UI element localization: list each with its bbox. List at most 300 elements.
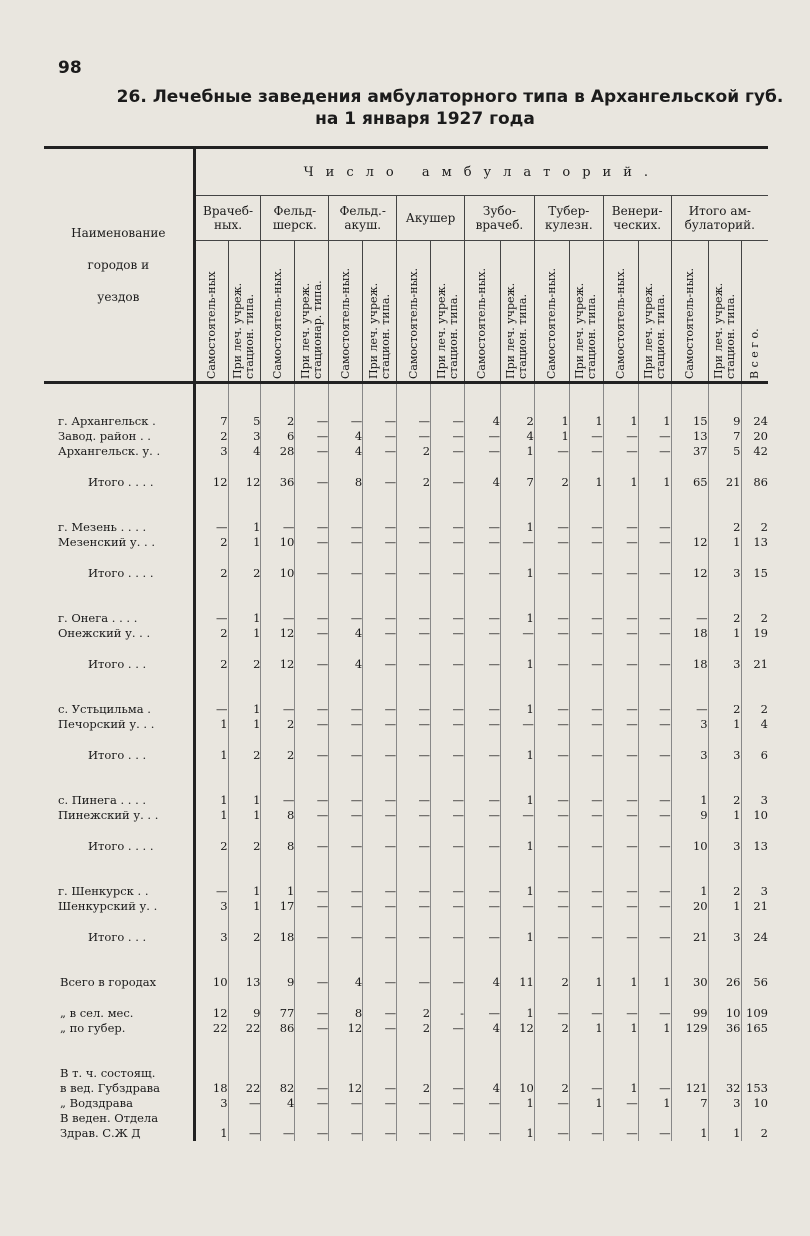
table-cell bbox=[295, 383, 329, 415]
table-cell bbox=[464, 1111, 500, 1126]
sub-column-header: Самостоятель-ных. bbox=[475, 267, 489, 379]
table-cell: — bbox=[295, 717, 329, 732]
table-cell: 15 bbox=[671, 414, 708, 429]
table-cell bbox=[569, 1111, 603, 1126]
table-cell: — bbox=[295, 566, 329, 581]
table-cell bbox=[329, 763, 363, 793]
table-cell bbox=[295, 823, 329, 839]
table-cell bbox=[708, 383, 741, 415]
table-cell: — bbox=[431, 626, 465, 641]
table-cell: — bbox=[397, 839, 431, 854]
table-cell: 21 bbox=[741, 657, 768, 672]
table-cell: — bbox=[464, 717, 500, 732]
table-cell: 13 bbox=[228, 975, 261, 990]
table-cell: — bbox=[638, 520, 671, 535]
row-label: Завод. район . . bbox=[44, 429, 194, 444]
table-cell: 1 bbox=[569, 414, 603, 429]
table-cell bbox=[397, 383, 431, 415]
table-cell: — bbox=[431, 1096, 465, 1111]
spacer-row bbox=[44, 383, 768, 415]
table-cell bbox=[261, 763, 295, 793]
table-cell: — bbox=[261, 1126, 295, 1141]
table-cell bbox=[603, 990, 638, 1006]
table-cell: — bbox=[431, 429, 465, 444]
row-label-cell bbox=[44, 914, 194, 930]
table-cell bbox=[741, 641, 768, 657]
table-cell: — bbox=[500, 717, 534, 732]
table-cell bbox=[194, 823, 228, 839]
table-cell: — bbox=[464, 1126, 500, 1141]
table-cell bbox=[295, 490, 329, 520]
table-cell: — bbox=[261, 793, 295, 808]
table-cell bbox=[228, 1111, 261, 1126]
table-cell: 1 bbox=[708, 717, 741, 732]
table-cell: 1 bbox=[500, 930, 534, 945]
table-cell bbox=[708, 1111, 741, 1126]
table-cell: — bbox=[464, 566, 500, 581]
table-cell: — bbox=[329, 930, 363, 945]
table-cell: — bbox=[569, 899, 603, 914]
spacer-row bbox=[44, 550, 768, 566]
table-cell: — bbox=[431, 793, 465, 808]
table-cell: — bbox=[569, 626, 603, 641]
table-cell: — bbox=[569, 1081, 603, 1096]
table-cell bbox=[569, 641, 603, 657]
table-cell: — bbox=[295, 429, 329, 444]
table-cell: 20 bbox=[741, 429, 768, 444]
table-cell: — bbox=[431, 702, 465, 717]
table-cell bbox=[638, 990, 671, 1006]
table-cell: — bbox=[431, 717, 465, 732]
table-cell bbox=[534, 672, 569, 702]
table-cell bbox=[228, 490, 261, 520]
table-cell bbox=[638, 459, 671, 475]
table-cell bbox=[671, 383, 708, 415]
spacer-row bbox=[44, 823, 768, 839]
group-header: Зубо-врачеб. bbox=[464, 196, 534, 241]
table-cell: — bbox=[431, 930, 465, 945]
table-cell: — bbox=[363, 1006, 397, 1021]
table-cell: — bbox=[464, 884, 500, 899]
table-cell bbox=[569, 990, 603, 1006]
table-cell bbox=[464, 1066, 500, 1081]
table-cell: 3 bbox=[194, 930, 228, 945]
table-cell: — bbox=[295, 1081, 329, 1096]
table-cell: 13 bbox=[741, 535, 768, 550]
table-cell: 1 bbox=[708, 1126, 741, 1141]
table-cell bbox=[431, 383, 465, 415]
table-cell: — bbox=[363, 717, 397, 732]
table-cell bbox=[708, 914, 741, 930]
table-cell: — bbox=[431, 657, 465, 672]
table-cell: — bbox=[603, 884, 638, 899]
table-cell bbox=[261, 383, 295, 415]
table-cell: 1 bbox=[500, 1126, 534, 1141]
table-cell: — bbox=[534, 1126, 569, 1141]
table-cell: 165 bbox=[741, 1021, 768, 1036]
table-cell bbox=[741, 550, 768, 566]
table-cell: — bbox=[431, 884, 465, 899]
table-cell: — bbox=[431, 1081, 465, 1096]
table-cell bbox=[329, 490, 363, 520]
sub-column-header: Самостоятель-ных. bbox=[270, 267, 284, 379]
table-cell: — bbox=[534, 535, 569, 550]
table-cell bbox=[569, 854, 603, 884]
table-cell: 2 bbox=[534, 975, 569, 990]
table-cell: — bbox=[397, 535, 431, 550]
table-cell: — bbox=[534, 1006, 569, 1021]
table-cell bbox=[295, 1111, 329, 1126]
table-cell bbox=[638, 641, 671, 657]
table-cell: — bbox=[363, 657, 397, 672]
table-cell bbox=[671, 550, 708, 566]
table-cell bbox=[569, 581, 603, 611]
table-cell bbox=[534, 1066, 569, 1081]
table-cell: — bbox=[329, 566, 363, 581]
table-cell bbox=[603, 1111, 638, 1126]
title-line-1: 26. Лечебные заведения амбулаторного типа в Архангельской губ. bbox=[116, 87, 784, 107]
table-cell: — bbox=[295, 611, 329, 626]
table-cell: 42 bbox=[741, 444, 768, 459]
table-cell: — bbox=[534, 748, 569, 763]
table-cell: — bbox=[603, 566, 638, 581]
table-cell bbox=[534, 1036, 569, 1066]
table-cell: — bbox=[194, 702, 228, 717]
table-cell bbox=[261, 990, 295, 1006]
sub-column-header: При леч. учреж. стацион. типа. bbox=[573, 282, 599, 379]
table-cell bbox=[569, 550, 603, 566]
table-cell bbox=[638, 1111, 671, 1126]
table-cell bbox=[228, 763, 261, 793]
table-cell: — bbox=[569, 702, 603, 717]
table-cell: 1 bbox=[500, 702, 534, 717]
table-cell: 1 bbox=[708, 899, 741, 914]
table-cell: 24 bbox=[741, 930, 768, 945]
row-label: Печорский у. . . bbox=[44, 717, 194, 732]
row-label: Всего в городах bbox=[44, 975, 194, 990]
table-cell: — bbox=[534, 899, 569, 914]
table-cell: 2 bbox=[397, 444, 431, 459]
row-label: Онежский у. . . bbox=[44, 626, 194, 641]
spacer-row bbox=[44, 732, 768, 748]
spacer-row bbox=[44, 854, 768, 884]
table-cell: 2 bbox=[261, 748, 295, 763]
table-cell bbox=[431, 914, 465, 930]
table-cell: 4 bbox=[329, 429, 363, 444]
table-cell bbox=[194, 1066, 228, 1081]
table-cell: 3 bbox=[228, 429, 261, 444]
table-cell: 3 bbox=[194, 444, 228, 459]
table-cell: 1 bbox=[500, 748, 534, 763]
table-cell: — bbox=[638, 808, 671, 823]
group-header: Тубер-кулезн. bbox=[534, 196, 603, 241]
table-cell bbox=[500, 550, 534, 566]
table-cell: — bbox=[431, 899, 465, 914]
table-cell: — bbox=[397, 975, 431, 990]
table-cell: — bbox=[431, 414, 465, 429]
row-label-cell bbox=[44, 383, 194, 415]
table-cell bbox=[464, 672, 500, 702]
table-cell: 153 bbox=[741, 1081, 768, 1096]
table-cell: — bbox=[431, 535, 465, 550]
table-cell: 10 bbox=[708, 1006, 741, 1021]
table-cell bbox=[228, 1036, 261, 1066]
table-cell: — bbox=[329, 520, 363, 535]
table-cell bbox=[464, 945, 500, 975]
table-cell bbox=[671, 490, 708, 520]
table-cell: 1 bbox=[228, 626, 261, 641]
table-row bbox=[44, 1021, 768, 1036]
table-cell: — bbox=[569, 535, 603, 550]
table-cell: 2 bbox=[194, 429, 228, 444]
table-cell bbox=[671, 763, 708, 793]
table-cell bbox=[534, 823, 569, 839]
table-cell bbox=[397, 490, 431, 520]
table-cell: 2 bbox=[228, 657, 261, 672]
table-cell: — bbox=[194, 884, 228, 899]
table-cell: 19 bbox=[741, 626, 768, 641]
table-cell: — bbox=[397, 1096, 431, 1111]
table-cell bbox=[569, 914, 603, 930]
sub-column-header: Самостоятель-ных bbox=[204, 271, 218, 379]
table-cell: 21 bbox=[671, 930, 708, 945]
table-cell: 7 bbox=[708, 429, 741, 444]
sub-column-header: При леч. учреж. стацион. типа. bbox=[231, 282, 257, 379]
table-cell: — bbox=[431, 444, 465, 459]
table-cell: — bbox=[431, 475, 465, 490]
table-cell: 22 bbox=[228, 1021, 261, 1036]
table-cell bbox=[741, 823, 768, 839]
table-cell: — bbox=[431, 1021, 465, 1036]
row-label-cell bbox=[44, 641, 194, 657]
table-cell: — bbox=[603, 626, 638, 641]
table-row bbox=[44, 975, 768, 990]
table-cell bbox=[397, 1066, 431, 1081]
table-cell: 2 bbox=[228, 839, 261, 854]
table-cell: — bbox=[534, 520, 569, 535]
table-cell bbox=[569, 945, 603, 975]
table-cell: — bbox=[329, 535, 363, 550]
table-cell bbox=[363, 641, 397, 657]
table-cell: 6 bbox=[741, 748, 768, 763]
table-cell: 1 bbox=[534, 414, 569, 429]
table-cell: — bbox=[329, 1126, 363, 1141]
sub-column-header: Самостоятель-ных. bbox=[613, 267, 627, 379]
table-cell bbox=[397, 641, 431, 657]
table-cell bbox=[741, 914, 768, 930]
table-cell bbox=[363, 550, 397, 566]
group-header: Итого ам-булаторий. bbox=[671, 196, 768, 241]
row-label: в вед. Губздрава bbox=[44, 1081, 194, 1096]
table-cell: — bbox=[363, 626, 397, 641]
table-cell: 1 bbox=[228, 611, 261, 626]
table-cell: 4 bbox=[261, 1096, 295, 1111]
table-cell: — bbox=[464, 899, 500, 914]
row-label: Мезенский у. . . bbox=[44, 535, 194, 550]
table-cell: 3 bbox=[671, 748, 708, 763]
table-cell: — bbox=[534, 626, 569, 641]
table-cell: 18 bbox=[671, 657, 708, 672]
table-cell: — bbox=[603, 611, 638, 626]
table-cell: 9 bbox=[671, 808, 708, 823]
table-cell bbox=[741, 763, 768, 793]
table-cell bbox=[329, 823, 363, 839]
table-cell: 12 bbox=[261, 657, 295, 672]
table-cell: 1 bbox=[500, 1096, 534, 1111]
table-cell: — bbox=[295, 657, 329, 672]
table-cell: — bbox=[295, 1021, 329, 1036]
table-cell bbox=[603, 945, 638, 975]
table-cell: 17 bbox=[261, 899, 295, 914]
table-cell: 21 bbox=[741, 899, 768, 914]
statistics-table bbox=[44, 146, 768, 1141]
table-cell: — bbox=[329, 702, 363, 717]
table-row bbox=[44, 566, 768, 581]
table-cell bbox=[708, 672, 741, 702]
table-row bbox=[44, 520, 768, 535]
table-cell: 9 bbox=[708, 414, 741, 429]
table-cell bbox=[363, 490, 397, 520]
table-cell: — bbox=[363, 899, 397, 914]
table-cell: 36 bbox=[708, 1021, 741, 1036]
table-cell: — bbox=[295, 1126, 329, 1141]
table-cell bbox=[534, 732, 569, 748]
table-cell bbox=[431, 581, 465, 611]
table-cell: 56 bbox=[741, 975, 768, 990]
table-cell bbox=[397, 823, 431, 839]
table-cell: — bbox=[464, 808, 500, 823]
table-cell: — bbox=[363, 611, 397, 626]
table-cell: 2 bbox=[397, 1021, 431, 1036]
table-cell bbox=[431, 672, 465, 702]
table-cell bbox=[708, 945, 741, 975]
table-cell: — bbox=[431, 839, 465, 854]
table-cell: — bbox=[431, 1126, 465, 1141]
table-cell: — bbox=[295, 475, 329, 490]
table-cell: — bbox=[638, 839, 671, 854]
table-cell bbox=[534, 945, 569, 975]
table-cell: — bbox=[363, 429, 397, 444]
table-cell bbox=[228, 732, 261, 748]
table-row bbox=[44, 1111, 768, 1126]
row-label: Итого . . . . bbox=[44, 566, 194, 581]
row-label: В веден. Отдела bbox=[44, 1111, 194, 1126]
table-cell bbox=[329, 1066, 363, 1081]
table-cell bbox=[708, 1036, 741, 1066]
table-cell bbox=[534, 459, 569, 475]
table-cell bbox=[708, 581, 741, 611]
table-cell: — bbox=[603, 808, 638, 823]
table-cell bbox=[261, 490, 295, 520]
table-cell: — bbox=[638, 657, 671, 672]
table-cell: — bbox=[603, 717, 638, 732]
table-cell bbox=[603, 854, 638, 884]
table-cell bbox=[500, 1111, 534, 1126]
table-cell: 12 bbox=[261, 626, 295, 641]
table-cell: 4 bbox=[464, 1081, 500, 1096]
row-label: Итого . . . bbox=[44, 657, 194, 672]
sub-column-header: При леч. учреж. стацион. типа. bbox=[366, 282, 392, 379]
table-cell: — bbox=[397, 930, 431, 945]
spacer-row bbox=[44, 1036, 768, 1066]
table-cell: — bbox=[464, 611, 500, 626]
table-cell: — bbox=[295, 884, 329, 899]
table-row bbox=[44, 930, 768, 945]
table-cell bbox=[603, 672, 638, 702]
table-cell: 86 bbox=[741, 475, 768, 490]
table-cell: 1 bbox=[500, 1006, 534, 1021]
row-label: г. Мезень . . . . bbox=[44, 520, 194, 535]
table-cell: — bbox=[638, 899, 671, 914]
table-cell bbox=[741, 1066, 768, 1081]
table-cell: 12 bbox=[228, 475, 261, 490]
table-cell bbox=[500, 490, 534, 520]
table-cell: 1 bbox=[194, 808, 228, 823]
row-label-cell bbox=[44, 854, 194, 884]
table-cell bbox=[261, 1066, 295, 1081]
table-cell: — bbox=[569, 444, 603, 459]
spacer-row bbox=[44, 914, 768, 930]
row-label: Пинежский у. . . bbox=[44, 808, 194, 823]
table-cell bbox=[671, 520, 708, 535]
table-cell: — bbox=[603, 748, 638, 763]
table-cell bbox=[500, 459, 534, 475]
table-cell: — bbox=[295, 1096, 329, 1111]
table-cell: — bbox=[534, 444, 569, 459]
table-cell: — bbox=[638, 1126, 671, 1141]
table-cell: 2 bbox=[397, 1006, 431, 1021]
table-cell: — bbox=[397, 414, 431, 429]
table-cell: 8 bbox=[261, 808, 295, 823]
row-label: Итого . . . bbox=[44, 930, 194, 945]
table-cell: 8 bbox=[329, 475, 363, 490]
table-cell: — bbox=[464, 702, 500, 717]
table-row bbox=[44, 808, 768, 823]
table-cell: 1 bbox=[261, 884, 295, 899]
table-cell: 109 bbox=[741, 1006, 768, 1021]
table-cell: 2 bbox=[741, 520, 768, 535]
table-cell: 1 bbox=[228, 520, 261, 535]
table-cell: — bbox=[603, 899, 638, 914]
table-cell bbox=[671, 990, 708, 1006]
table-cell bbox=[261, 914, 295, 930]
table-cell bbox=[671, 641, 708, 657]
sub-column-header: В с е г о. bbox=[747, 328, 761, 379]
table-cell bbox=[464, 383, 500, 415]
table-cell bbox=[638, 914, 671, 930]
table-cell bbox=[397, 990, 431, 1006]
table-cell: 1 bbox=[603, 414, 638, 429]
table-cell bbox=[329, 1036, 363, 1066]
table-cell bbox=[329, 550, 363, 566]
table-cell bbox=[329, 1111, 363, 1126]
row-label-cell bbox=[44, 490, 194, 520]
sub-column-header: Самостоятель-ных. bbox=[406, 267, 420, 379]
table-cell bbox=[569, 1036, 603, 1066]
spacer-row bbox=[44, 763, 768, 793]
table-cell bbox=[500, 990, 534, 1006]
table-cell: 1 bbox=[228, 899, 261, 914]
table-cell: — bbox=[363, 702, 397, 717]
table-cell: — bbox=[329, 1096, 363, 1111]
table-cell bbox=[638, 1066, 671, 1081]
table-cell bbox=[363, 732, 397, 748]
table-cell bbox=[741, 732, 768, 748]
table-cell: 21 bbox=[708, 475, 741, 490]
table-cell bbox=[363, 945, 397, 975]
table-cell: 1 bbox=[194, 1126, 228, 1141]
table-cell: 7 bbox=[671, 1096, 708, 1111]
